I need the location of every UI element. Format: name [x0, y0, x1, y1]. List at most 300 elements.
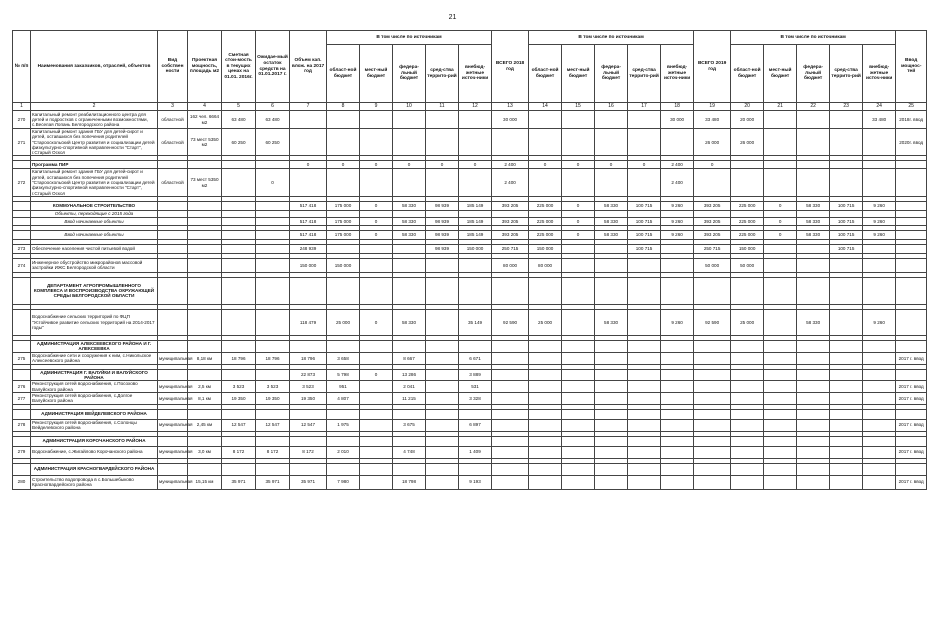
- table-cell: [830, 169, 863, 196]
- federal-header: федера-льный бюджет: [797, 45, 830, 103]
- table-cell: [764, 309, 797, 335]
- table-cell: 9 193: [459, 475, 492, 489]
- table-cell: [731, 369, 764, 381]
- table-cell: [188, 210, 222, 217]
- table-cell: [529, 340, 562, 352]
- table-cell: областной: [158, 129, 188, 156]
- table-cell: 3,0 км: [188, 446, 222, 458]
- table-cell: [896, 463, 927, 475]
- column-number: 23: [830, 103, 863, 111]
- table-cell: 50 000: [731, 258, 764, 272]
- table-cell: [360, 244, 393, 253]
- table-cell: [290, 277, 327, 304]
- table-cell: [595, 277, 628, 304]
- column-number: 14: [529, 103, 562, 111]
- table-cell: [562, 129, 595, 156]
- table-cell: 80 000: [492, 258, 529, 272]
- table-cell: [393, 169, 426, 196]
- table-cell: [256, 436, 290, 446]
- table-cell: [628, 169, 661, 196]
- table-cell: [222, 409, 256, 419]
- table-cell: [694, 392, 731, 404]
- local-header: мест-ный бюджет: [562, 45, 595, 103]
- column-number: 10: [393, 103, 426, 111]
- table-cell: [360, 381, 393, 393]
- table-cell: 2018г. ввод: [896, 111, 927, 129]
- table-cell: [290, 210, 327, 217]
- table-cell: 25 000: [327, 309, 360, 335]
- table-cell: 9 260: [661, 201, 694, 210]
- table-cell: [426, 463, 459, 475]
- table-cell: 393 205: [492, 201, 529, 210]
- table-cell: 58 330: [393, 201, 426, 210]
- table-cell: [863, 129, 896, 156]
- object-name-cell: АДМИНИСТРАЦИЯ КОРОЧАНСКОГО РАЙОНА: [31, 436, 158, 446]
- table-cell: [863, 352, 896, 364]
- table-cell: [595, 446, 628, 458]
- table-cell: 0: [426, 161, 459, 169]
- table-cell: 8 172: [222, 446, 256, 458]
- table-row: [13, 210, 927, 217]
- table-cell: [797, 210, 830, 217]
- table-cell: 0: [562, 161, 595, 169]
- table-cell: 18 796: [256, 352, 290, 364]
- table-cell: [595, 244, 628, 253]
- table-cell: [360, 340, 393, 352]
- table-cell: [256, 409, 290, 419]
- table-cell: [764, 463, 797, 475]
- table-cell: 4 807: [327, 392, 360, 404]
- table-row: [13, 352, 927, 364]
- table-cell: [360, 277, 393, 304]
- table-cell: [764, 381, 797, 393]
- table-cell: 58 330: [595, 201, 628, 210]
- table-row: [13, 161, 927, 169]
- table-cell: [562, 111, 595, 129]
- table-cell: [896, 309, 927, 335]
- table-cell: [896, 340, 927, 352]
- column-number: 3: [158, 103, 188, 111]
- table-cell: [731, 381, 764, 393]
- table-cell: 0: [459, 161, 492, 169]
- table-cell: 33 480: [863, 111, 896, 129]
- table-cell: [797, 340, 830, 352]
- table-cell: [694, 369, 731, 381]
- table-row: [13, 201, 927, 210]
- table-cell: 225 000: [529, 217, 562, 225]
- table-cell: [492, 409, 529, 419]
- table-cell: [764, 244, 797, 253]
- table-cell: [222, 463, 256, 475]
- table-cell: [896, 409, 927, 419]
- table-row: [13, 409, 927, 419]
- table-cell: 80 000: [529, 258, 562, 272]
- table-cell: 13 286: [393, 369, 426, 381]
- table-cell: [562, 277, 595, 304]
- sources-header-2018: В том числе по источникам: [529, 31, 694, 45]
- table-cell: [188, 463, 222, 475]
- table-cell: 531: [459, 381, 492, 393]
- table-cell: [290, 111, 327, 129]
- table-cell: 2017 г. ввод: [896, 419, 927, 431]
- table-cell: [492, 369, 529, 381]
- table-cell: [830, 277, 863, 304]
- table-cell: 0: [628, 161, 661, 169]
- table-cell: [863, 446, 896, 458]
- table-cell: [731, 392, 764, 404]
- table-cell: [222, 277, 256, 304]
- table-cell: [731, 277, 764, 304]
- table-cell: 30 000: [661, 111, 694, 129]
- table-cell: 185 149: [459, 201, 492, 210]
- table-cell: [830, 111, 863, 129]
- table-cell: [222, 210, 256, 217]
- object-name-cell: Строительство водопровода в с.Большебыково Красногвардейского района: [31, 475, 158, 489]
- column-number: 1: [13, 103, 31, 111]
- column-number: 5: [222, 103, 256, 111]
- object-name-cell: Капитальный ремонт здания ГБУ для детей-сирот и детей, оставшихся без попечения родителей "Старооскольский Центр развития и социализации детей физкультурно-спортивной направленности "Старт", г.Старый Оскол: [31, 129, 158, 156]
- table-cell: 0: [360, 309, 393, 335]
- table-cell: [158, 340, 188, 352]
- table-cell: муниципальная: [158, 352, 188, 364]
- table-cell: [327, 129, 360, 156]
- table-cell: муниципальная: [158, 392, 188, 404]
- object-name-cell: Программа ПИР: [31, 161, 158, 169]
- table-cell: 3 328: [459, 392, 492, 404]
- table-cell: [222, 340, 256, 352]
- table-cell: [764, 409, 797, 419]
- table-cell: [731, 169, 764, 196]
- table-cell: 18 798: [393, 475, 426, 489]
- table-cell: [694, 169, 731, 196]
- table-cell: [327, 409, 360, 419]
- table-cell: [158, 463, 188, 475]
- table-cell: 9 260: [661, 217, 694, 225]
- table-cell: 150 000: [459, 244, 492, 253]
- table-cell: [327, 340, 360, 352]
- column-number: 18: [661, 103, 694, 111]
- table-cell: [797, 419, 830, 431]
- table-cell: [595, 369, 628, 381]
- table-cell: 951: [327, 381, 360, 393]
- table-cell: [256, 210, 290, 217]
- table-cell: [492, 381, 529, 393]
- column-number: 12: [459, 103, 492, 111]
- table-cell: 12 547: [290, 419, 327, 431]
- table-cell: [222, 201, 256, 210]
- table-row: [13, 277, 927, 304]
- table-cell: [426, 381, 459, 393]
- table-cell: [459, 340, 492, 352]
- table-cell: [595, 340, 628, 352]
- table-cell: [158, 161, 188, 169]
- table-cell: [426, 277, 459, 304]
- table-cell: 0: [360, 217, 393, 225]
- table-cell: [393, 436, 426, 446]
- table-cell: [290, 463, 327, 475]
- table-cell: 58 330: [797, 309, 830, 335]
- table-cell: 0: [764, 217, 797, 225]
- table-cell: 517 418: [290, 230, 327, 239]
- table-cell: [256, 161, 290, 169]
- table-cell: [731, 446, 764, 458]
- table-cell: [731, 409, 764, 419]
- table-cell: 3 675: [393, 419, 426, 431]
- table-cell: [327, 210, 360, 217]
- table-cell: 2 400: [492, 169, 529, 196]
- table-cell: [492, 352, 529, 364]
- table-cell: [562, 369, 595, 381]
- table-cell: [896, 258, 927, 272]
- table-cell: [290, 169, 327, 196]
- column-number: 2: [31, 103, 158, 111]
- territories-header: сред-ства террито-рий: [628, 45, 661, 103]
- table-cell: 92 590: [492, 309, 529, 335]
- table-cell: 2 041: [393, 381, 426, 393]
- table-cell: 8 667: [393, 352, 426, 364]
- table-cell: 393 205: [492, 230, 529, 239]
- table-row: [13, 419, 927, 431]
- table-cell: [661, 475, 694, 489]
- table-cell: 0: [360, 369, 393, 381]
- table-cell: 60 250: [222, 129, 256, 156]
- table-row: [13, 217, 927, 225]
- table-cell: 60 250: [256, 129, 290, 156]
- table-cell: [158, 436, 188, 446]
- table-cell: [863, 463, 896, 475]
- table-cell: [694, 475, 731, 489]
- table-cell: [360, 169, 393, 196]
- table-cell: [830, 392, 863, 404]
- table-cell: [360, 446, 393, 458]
- table-cell: 4 748: [393, 446, 426, 458]
- table-cell: [661, 258, 694, 272]
- table-cell: [360, 111, 393, 129]
- table-cell: [797, 244, 830, 253]
- table-cell: [661, 244, 694, 253]
- table-cell: [393, 463, 426, 475]
- table-cell: [628, 369, 661, 381]
- table-cell: [360, 392, 393, 404]
- table-cell: [628, 352, 661, 364]
- table-cell: [694, 340, 731, 352]
- table-cell: [830, 463, 863, 475]
- object-name-cell: Капитальный ремонт здания ГБУ для детей-сирот и детей, оставшихся без попечения родителей "Старооскольский Центр развития и социализации детей физкультурно-спортивной направленности "Старт", г.Старый Оскол: [31, 169, 158, 196]
- table-cell: 2017 г. ввод: [896, 392, 927, 404]
- table-cell: 98 939: [426, 217, 459, 225]
- table-cell: муниципальная: [158, 381, 188, 393]
- table-cell: областной: [158, 169, 188, 196]
- table-cell: 100 715: [830, 244, 863, 253]
- object-name-cell: Капитальный ремонт реабилитационного центра для детей и подростков с ограниченными возможностями, с.Веселая Лопань Белгородского района: [31, 111, 158, 129]
- table-cell: [830, 161, 863, 169]
- table-cell: [661, 210, 694, 217]
- table-cell: [256, 217, 290, 225]
- table-cell: [426, 258, 459, 272]
- table-cell: [327, 463, 360, 475]
- table-cell: [529, 277, 562, 304]
- table-cell: 100 715: [830, 230, 863, 239]
- table-cell: 58 330: [393, 230, 426, 239]
- object-name-cell: КОММУНАЛЬНОЕ СТРОИТЕЛЬСТВО: [31, 201, 158, 210]
- table-cell: 30 000: [492, 111, 529, 129]
- table-cell: [562, 409, 595, 419]
- table-cell: [628, 446, 661, 458]
- table-cell: муниципальная: [158, 446, 188, 458]
- table-cell: [661, 436, 694, 446]
- table-cell: [694, 210, 731, 217]
- table-cell: [863, 340, 896, 352]
- table-cell: [661, 446, 694, 458]
- table-cell: [158, 369, 188, 381]
- table-cell: [764, 258, 797, 272]
- table-cell: 26 000: [694, 129, 731, 156]
- table-cell: [188, 244, 222, 253]
- table-cell: [222, 369, 256, 381]
- table-cell: 20 000: [731, 111, 764, 129]
- table-cell: 0: [290, 161, 327, 169]
- table-cell: 3 523: [290, 381, 327, 393]
- table-cell: [529, 352, 562, 364]
- table-cell: [529, 436, 562, 446]
- table-cell: [661, 392, 694, 404]
- table-cell: [562, 210, 595, 217]
- table-cell: [661, 419, 694, 431]
- table-cell: [661, 409, 694, 419]
- table-cell: [797, 111, 830, 129]
- table-cell: [830, 419, 863, 431]
- table-cell: [222, 309, 256, 335]
- table-cell: [628, 436, 661, 446]
- table-cell: [426, 475, 459, 489]
- table-cell: [188, 309, 222, 335]
- column-number: 11: [426, 103, 459, 111]
- table-cell: [222, 258, 256, 272]
- table-cell: 98 939: [426, 230, 459, 239]
- row-number-cell: 273: [13, 244, 31, 253]
- table-cell: [492, 419, 529, 431]
- table-cell: [797, 369, 830, 381]
- table-cell: 2017 г. ввод: [896, 475, 927, 489]
- row-number-cell: [13, 309, 31, 335]
- table-cell: 58 330: [797, 217, 830, 225]
- table-cell: [797, 258, 830, 272]
- table-cell: 5 798: [327, 369, 360, 381]
- table-cell: 150 000: [731, 244, 764, 253]
- table-cell: [360, 419, 393, 431]
- table-cell: [764, 352, 797, 364]
- table-cell: 100 715: [628, 201, 661, 210]
- table-cell: [529, 463, 562, 475]
- table-cell: [327, 111, 360, 129]
- table-cell: [256, 258, 290, 272]
- table-cell: 175 000: [327, 217, 360, 225]
- table-cell: 9 260: [863, 201, 896, 210]
- table-cell: [661, 352, 694, 364]
- table-row: [13, 169, 927, 196]
- table-cell: 0: [256, 169, 290, 196]
- row-number-cell: [13, 409, 31, 419]
- table-cell: 18 796: [290, 352, 327, 364]
- table-cell: [595, 436, 628, 446]
- table-cell: [222, 161, 256, 169]
- table-cell: [764, 436, 797, 446]
- table-cell: [188, 340, 222, 352]
- table-cell: 2 010: [327, 446, 360, 458]
- table-cell: [158, 210, 188, 217]
- object-name-cell: Объекты, переходящие с 2015 года: [31, 210, 158, 217]
- table-row: [13, 111, 927, 129]
- table-cell: 8 172: [256, 446, 290, 458]
- table-cell: [188, 369, 222, 381]
- table-cell: [764, 111, 797, 129]
- table-cell: 73 мест 5350 м2: [188, 129, 222, 156]
- table-cell: 2,5 км: [188, 381, 222, 393]
- object-name-cell: АДМИНИСТРАЦИЯ Г. ВАЛУЙКИ И ВАЛУЙСКОГО РАЙОНА: [31, 369, 158, 381]
- table-cell: [562, 169, 595, 196]
- table-cell: [863, 409, 896, 419]
- table-cell: 33 480: [694, 111, 731, 129]
- table-cell: [256, 340, 290, 352]
- table-cell: [830, 258, 863, 272]
- table-cell: 1 975: [327, 419, 360, 431]
- table-cell: 2 400: [661, 161, 694, 169]
- table-cell: [764, 210, 797, 217]
- table-cell: [290, 340, 327, 352]
- object-name-cell: Реконструкция сетей водоснабжения, с.Долгое Валуйского района: [31, 392, 158, 404]
- object-name-cell: ДЕПАРТАМЕНТ АГРОПРОМЫШЛЕННОГО КОМПЛЕКСА И ВОСПРОИЗВОДСТВА ОКРУЖАЮЩЕЙ СРЕДЫ БЕЛГОРОДСКОЙ ОБЛАСТИ: [31, 277, 158, 304]
- table-cell: [426, 169, 459, 196]
- table-cell: 2 400: [661, 169, 694, 196]
- table-cell: 58 330: [797, 201, 830, 210]
- table-cell: [393, 129, 426, 156]
- table-cell: 6 897: [459, 419, 492, 431]
- table-cell: [256, 463, 290, 475]
- table-cell: [459, 463, 492, 475]
- table-cell: [863, 369, 896, 381]
- table-cell: 35 149: [459, 309, 492, 335]
- table-cell: 0: [360, 201, 393, 210]
- table-cell: областной: [158, 111, 188, 129]
- column-number: 16: [595, 103, 628, 111]
- table-cell: [797, 169, 830, 196]
- column-number: 7: [290, 103, 327, 111]
- table-cell: 2017 г. ввод: [896, 446, 927, 458]
- table-cell: [863, 277, 896, 304]
- table-cell: [595, 169, 628, 196]
- table-cell: 58 330: [595, 230, 628, 239]
- object-name-cell: Ввод начинаемые объекты: [31, 217, 158, 225]
- table-cell: 1 409: [459, 446, 492, 458]
- table-cell: 225 000: [529, 230, 562, 239]
- table-cell: 25 000: [731, 309, 764, 335]
- column-number: 6: [256, 103, 290, 111]
- row-number-cell: [13, 277, 31, 304]
- table-row: [13, 436, 927, 446]
- table-cell: [764, 475, 797, 489]
- table-cell: 92 590: [694, 309, 731, 335]
- table-cell: 9 260: [863, 217, 896, 225]
- row-number-cell: [13, 201, 31, 210]
- column-number: 19: [694, 103, 731, 111]
- table-cell: [360, 210, 393, 217]
- column-number: 4: [188, 103, 222, 111]
- table-cell: 517 418: [290, 201, 327, 210]
- sources-header-2019: В том числе по источникам: [731, 31, 896, 45]
- extra-header: внебюд-жетные источ-ники: [863, 45, 896, 103]
- table-cell: [595, 129, 628, 156]
- table-cell: [426, 111, 459, 129]
